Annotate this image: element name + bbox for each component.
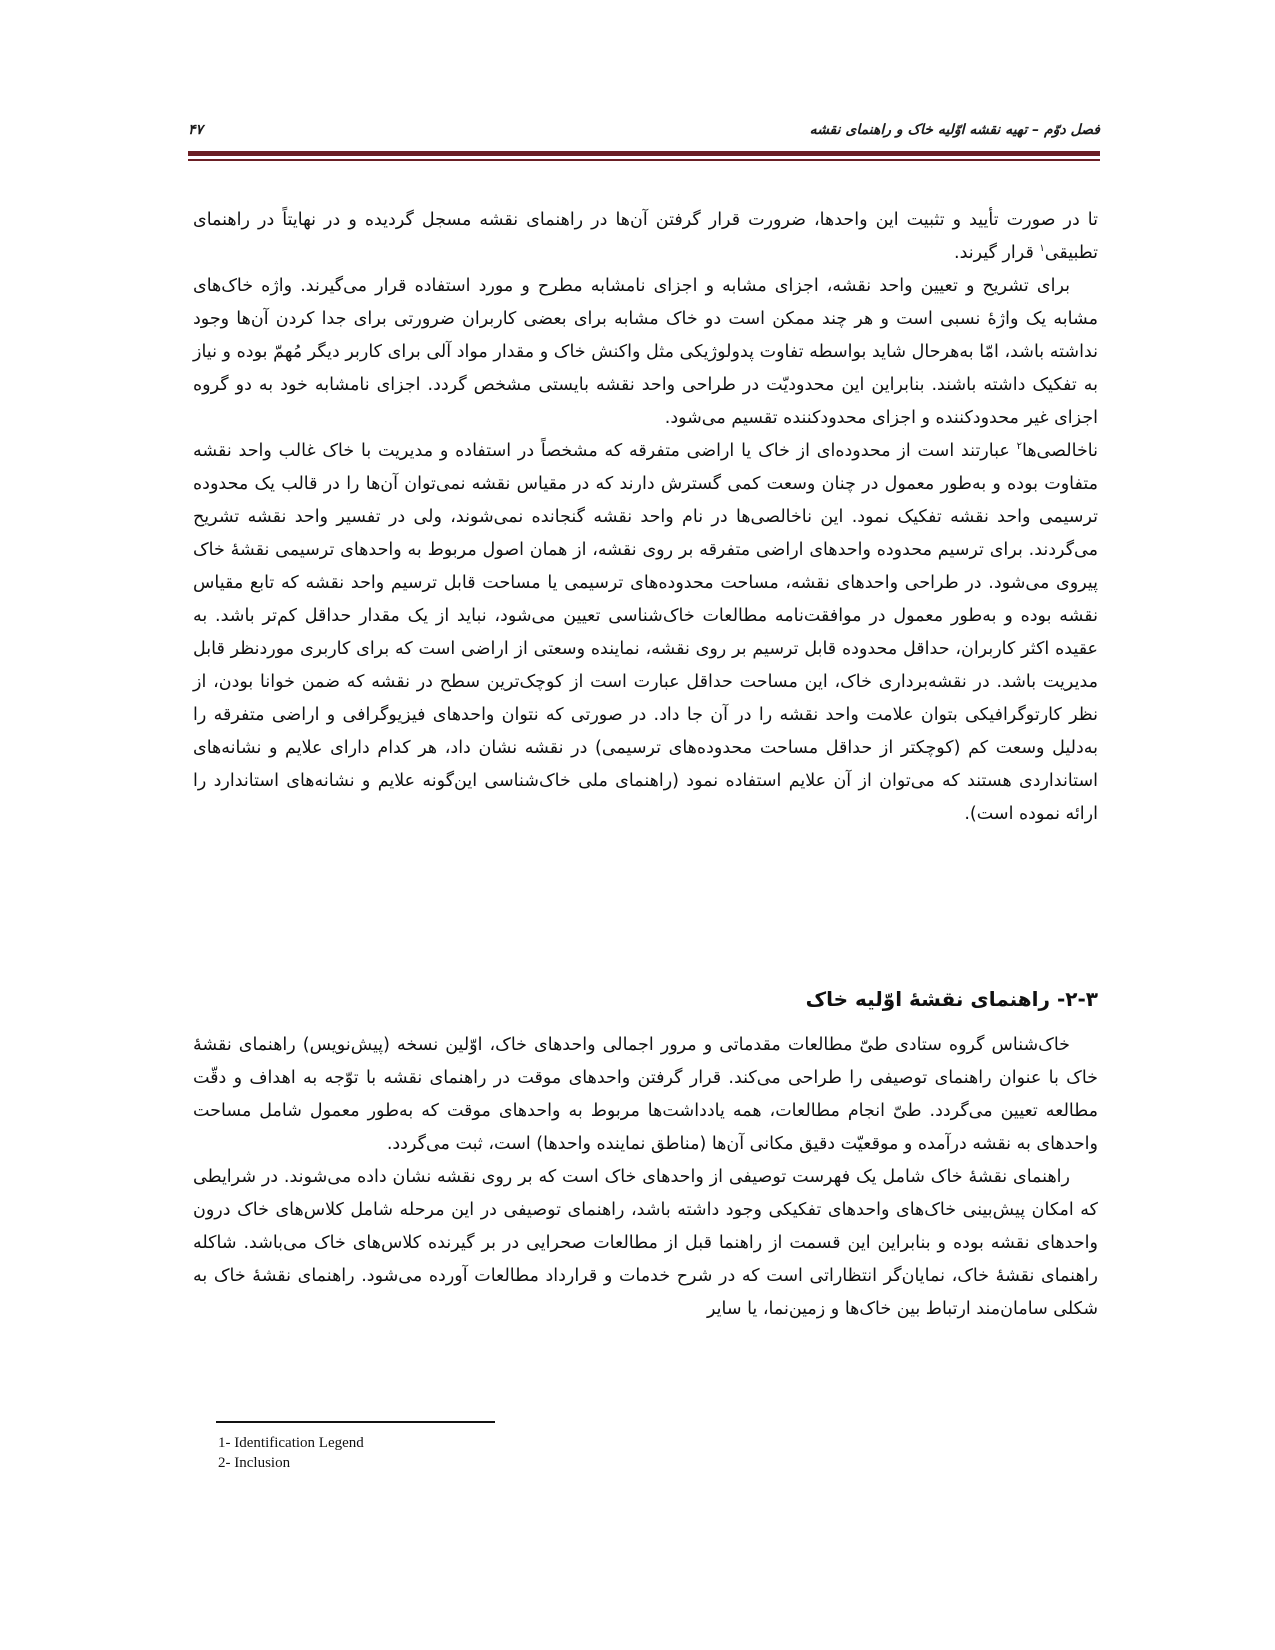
section-heading: ۲-۳- راهنمای نقشهٔ اوّلیه خاک xyxy=(805,987,1098,1011)
page-header xyxy=(188,118,1100,168)
section-paragraph-1: خاک‌شناس گروه ستادی طیّ مطالعات مقدماتی و مرور اجمالی واحدهای خاک، اوّلین نسخه (پیش‌نویس) راهنمای نقشهٔ خاک با عنوان راهنمای توصیفی را طراحی می‌کند. قرار گرفتن واحدهای موقت در راهنمای نقشه با توّجه به اهداف و دقّت مطالعه تعیین می‌گردد. طیّ انجام مطالعات، همه یادداشت‌ها مربوط به واحدهای موقت که به‌طور معمول شامل مساحت واحدهای به نقشه درآمده و موقعیّت دقیق مکانی آن‌ها (مناطق نماینده واحدها) است، ثبت می‌گردد. xyxy=(193,1035,1098,1154)
header-rule-thick xyxy=(188,151,1100,156)
body-text xyxy=(193,204,1098,831)
paragraph-1-tail: قرار گیرند. xyxy=(954,243,1040,263)
footnote-separator xyxy=(216,1421,495,1423)
paragraph-3 xyxy=(193,435,1098,831)
header-rule-thin xyxy=(188,159,1100,161)
footnote-2: 2- Inclusion xyxy=(218,1455,291,1471)
section-text xyxy=(193,1029,1098,1326)
section-paragraph-2: راهنمای نقشهٔ خاک شامل یک فهرست توصیفی از واحدهای خاک است که بر روی نقشه نشان داده می‌شوند. در شرایطی که امکان پیش‌بینی خاک‌های واحدهای تفکیکی وجود داشته باشد، راهنمای توصیفی در این مرحله شامل کلاس‌های خاک درون واحدهای نقشه بوده و بنابراین این قسمت از راهنما قبل از مطالعات صحرایی در بر گیرنده کلاس‌های خاک می‌باشد. شاکله راهنمای نقشهٔ خاک، نمایان‌گر انتظاراتی است که در شرح خدمات و قرارداد مطالعات آورده می‌شود. راهنمای نقشهٔ خاک به شکلی سامان‌مند ارتباط بین خاک‌ها و زمین‌نما، یا سایر xyxy=(193,1167,1098,1319)
chapter-title: فصل دوّم – تهیه نقشه اوّلیه خاک و راهنمای نقشه xyxy=(809,122,1100,138)
paragraph-1-text: تا در صورت تأیید و تثبیت این واحدها، ضرورت قرار گرفتن آن‌ها در راهنمای نقشه مسجل گردیده و در نهایتاً در راهنمای تطبیقی xyxy=(193,210,1098,263)
footnotes xyxy=(218,1433,818,1473)
paragraph-1 xyxy=(193,204,1098,270)
paragraph-3-head: ناخالصی‌ها xyxy=(1021,441,1098,461)
paragraph-3-text: عبارتند است از محدوده‌ای از خاک یا اراضی متفرقه که مشخصاً در استفاده و مدیریت با خاک غالب واحد نقشه متفاوت بوده و به‌طور معمول در چنان وسعت کمی گسترش دارند که در مقیاس نقشه نمی‌توان آن‌ها را در قالب یک محدوده ترسیمی واحد نقشه تفکیک نمود. این ناخالصی‌ها در نام واحد نقشه گنجانده نمی‌شوند، ولی در تفسیر واحد نقشه تشریح می‌گردند. برای ترسیم محدوده واحدهای اراضی متفرقه بر روی نقشه، از همان اصول مربوط به واحدهای ترسیمی نقشهٔ خاک پیروی می‌شود. در طراحی واحدهای نقشه، مساحت محدوده‌های ترسیمی یا مساحت قابل ترسیم واحد نقشه که تابع مقیاس نقشه بوده و به‌طور معمول در موافقت‌نامه مطالعات خاک‌شناسی تعیین می‌شود، نباید از یک مقدار حداقل کم‌تر باشد. به عقیده اکثر کاربران، حداقل محدوده قابل ترسیم بر روی نقشه، نماینده وسعتی از اراضی است که برای کاربری موردنظر قابل مدیریت باشد. در نقشه‌برداری خاک، این مساحت حداقل عبارت است از کوچک‌ترین سطح در نقشه که ضمن خوانا بودن، از نظر کارتوگرافیکی بتوان علامت واحد نقشه را در آن جا داد. در صورتی که نتوان واحدهای فیزیوگرافی و اراضی متفرقه را به‌دلیل وسعت کم (کوچکتر از حداقل مساحت محدوده‌های ترسیمی) در نقشه نشان داد، هر کدام دارای علایم و نشانه‌های استانداردی هستند که می‌توان از آن علایم استفاده نمود (راهنمای ملی خاک‌شناسی این‌گونه علایم و نشانه‌های استاندارد را ارائه نموده است). xyxy=(193,441,1098,824)
footnote-1: 1- Identification Legend xyxy=(218,1435,364,1451)
footnote-ref-2[interactable]: ۲ xyxy=(1016,441,1022,453)
footnote-ref-1[interactable]: ۱ xyxy=(1039,243,1045,255)
page-number: ۴۷ xyxy=(188,122,204,138)
paragraph-2: برای تشریح و تعیین واحد نقشه، اجزای مشابه و اجزای نامشابه مطرح و مورد استفاده قرار می‌گیرند. واژه خاک‌های مشابه یک واژهٔ نسبی است و هر چند ممکن است دو خاک مشابه برای بعضی کاربران ضرورتی برای جدا کردن آن‌ها وجود نداشته باشد، امّا به‌هرحال شاید بواسطه تفاوت پدولوژیکی مثل واکنش خاک و مقدار مواد آلی برای کاربر دیگر مُهمّ بوده و نیاز به تفکیک داشته باشند. بنابراین این محدودیّت در طراحی واحد نقشه بایستی مشخص گردد. اجزای نامشابه خود به دو گروه اجزای غیر محدودکننده و اجزای محدودکننده تقسیم می‌شود. xyxy=(193,276,1098,428)
